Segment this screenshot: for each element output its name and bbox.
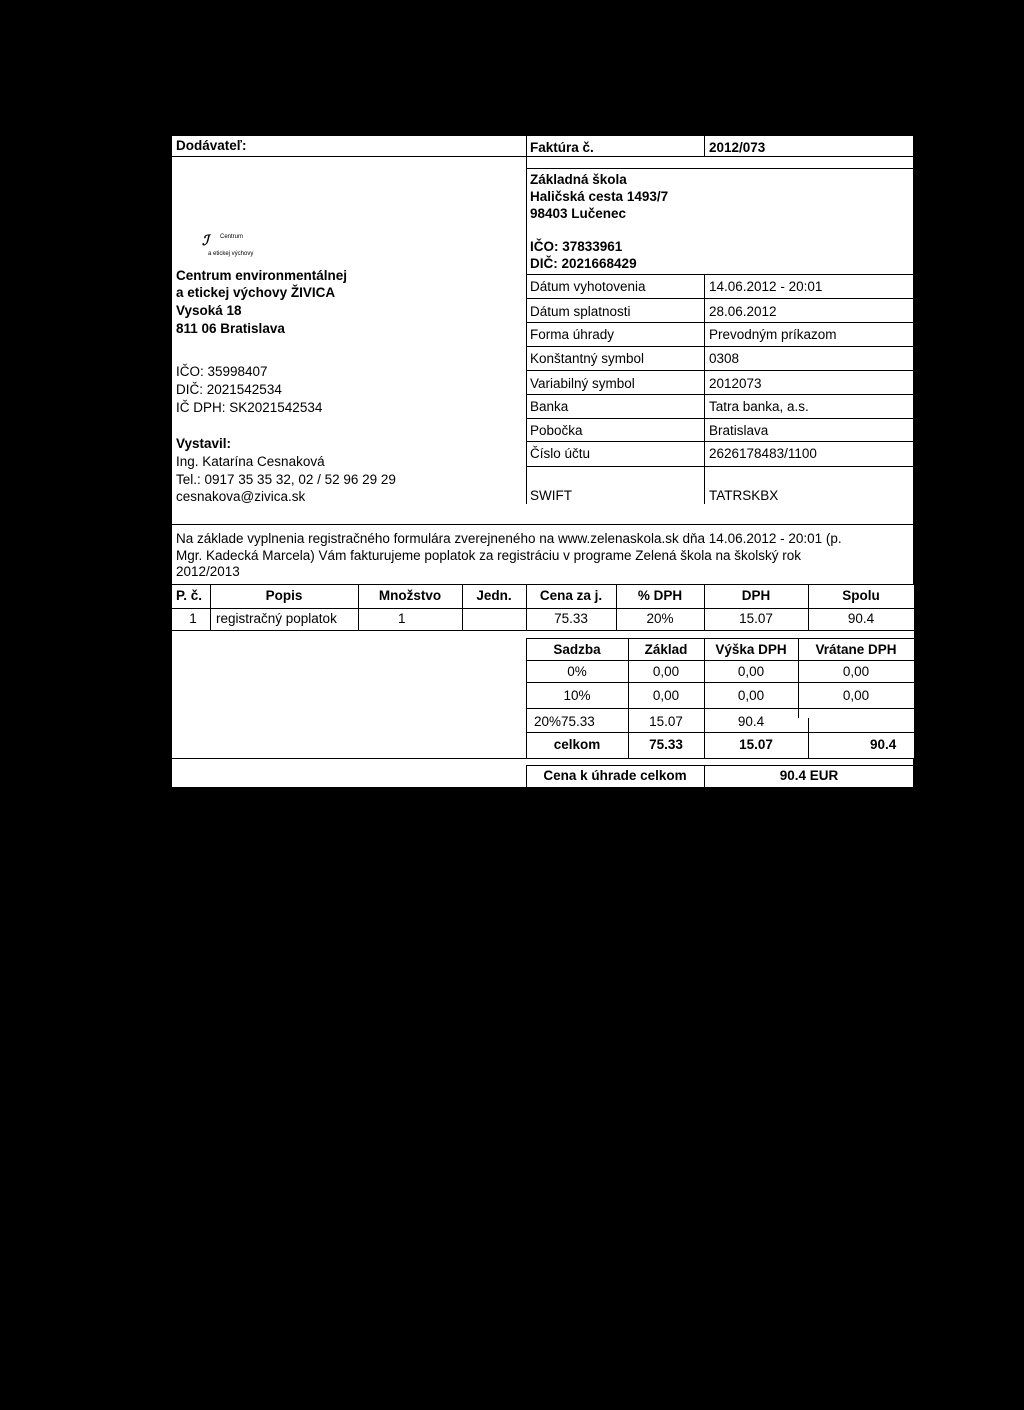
detail-value: TATRSKBX xyxy=(709,488,779,503)
invoice-number: 2012/073 xyxy=(709,140,766,155)
vat-cell: 0% xyxy=(567,664,587,679)
customer-ico: IČO: 37833961 xyxy=(530,239,623,254)
vat-cell: 0,00 xyxy=(842,688,870,703)
vat-header: Sadzba xyxy=(553,642,601,657)
customer-dic: DIČ: 2021668429 xyxy=(530,256,637,271)
note-line-1: Na základe vyplnenia registračného formulára zverejneného na www.zelenaskola.sk dňa 14.06.2012 - 20:01 (p. xyxy=(176,531,842,546)
supplier-heading: Dodávateľ: xyxy=(176,138,247,153)
detail-label: Pobočka xyxy=(530,423,583,438)
vat-cell: 0,00 xyxy=(737,688,765,703)
amount-due-label: Cena k úhrade celkom xyxy=(543,768,687,783)
items-header: Popis xyxy=(265,588,303,603)
row-line xyxy=(526,708,914,709)
row-line xyxy=(172,608,914,609)
vat-cell: 0,00 xyxy=(652,664,680,679)
row-line xyxy=(526,441,914,442)
supplier-dic: DIČ: 2021542534 xyxy=(176,382,282,397)
customer-name: Základná škola xyxy=(530,172,627,187)
row-line xyxy=(526,322,914,323)
supplier-street: Vysoká 18 xyxy=(176,303,242,318)
customer-street: Haličská cesta 1493/7 xyxy=(530,189,669,204)
amount-due-value: 90.4 EUR xyxy=(779,768,839,783)
vat-total-cell: celkom xyxy=(553,737,601,752)
item-cell: 1 xyxy=(189,611,197,626)
vat-header: Výška DPH xyxy=(715,642,787,657)
vat-cell: 0,00 xyxy=(737,664,765,679)
items-header: % DPH xyxy=(637,588,683,603)
row-line xyxy=(526,370,914,371)
vat-total-cell: 90.4 xyxy=(870,737,897,752)
row-line xyxy=(526,682,914,683)
detail-value: 2012073 xyxy=(709,376,762,391)
vat-cell: 90.4 xyxy=(737,714,765,729)
items-header: Cena za j. xyxy=(539,588,603,603)
row-line xyxy=(172,630,914,631)
detail-value: Bratislava xyxy=(709,423,769,438)
frame-line xyxy=(172,156,914,157)
supplier-ico: IČO: 35998407 xyxy=(176,364,268,379)
detail-label: Forma úhrady xyxy=(530,327,615,342)
vat-col-line xyxy=(808,718,809,758)
supplier-logo xyxy=(202,232,262,258)
issuer-phone: Tel.: 0917 35 35 32, 02 / 52 96 29 29 xyxy=(176,472,396,487)
detail-label: Číslo účtu xyxy=(530,446,591,461)
vat-header: Vrátane DPH xyxy=(815,642,897,657)
supplier-city: 811 06 Bratislava xyxy=(176,321,285,336)
due-top-line xyxy=(526,765,914,766)
detail-label: Variabilný symbol xyxy=(530,376,635,391)
detail-label: Dátum vyhotovenia xyxy=(530,279,646,294)
row-line xyxy=(526,346,914,347)
vat-header: Základ xyxy=(644,642,688,657)
vat-total-cell: 15.07 xyxy=(739,737,773,752)
issuer-name: Ing. Katarína Cesnaková xyxy=(176,454,325,469)
frame-line xyxy=(172,524,914,525)
frame-line xyxy=(913,136,914,584)
row-line xyxy=(526,394,914,395)
detail-value: 14.06.2012 - 20:01 xyxy=(709,279,823,294)
note-line-2: Mgr. Kadecká Marcela) Vám fakturujeme poplatok za registráciu v programe Zelená škola na školský rok xyxy=(176,548,802,563)
invoice-divider xyxy=(704,136,705,156)
items-header: DPH xyxy=(741,588,771,603)
detail-label: Banka xyxy=(530,399,569,414)
frame-line xyxy=(526,274,914,275)
items-header: Množstvo xyxy=(378,588,442,603)
items-header: Spolu xyxy=(842,588,880,603)
detail-label: SWIFT xyxy=(530,488,572,503)
details-divider xyxy=(704,274,705,504)
detail-value: 28.06.2012 xyxy=(709,304,777,319)
vat-cell: 15.07 xyxy=(649,714,683,729)
vat-total-cell: 75.33 xyxy=(649,737,683,752)
issuer-email: cesnakova@zivica.sk xyxy=(176,489,306,504)
vat-cell: 0,00 xyxy=(842,664,870,679)
detail-value: 0308 xyxy=(709,351,740,366)
detail-value: 2626178483/1100 xyxy=(709,446,817,461)
frame-line xyxy=(172,758,914,759)
row-line xyxy=(526,732,914,733)
note-line-3: 2012/2013 xyxy=(176,564,240,579)
item-cell: 90.4 xyxy=(847,611,875,626)
logo-text-2: a etickej výchovy xyxy=(208,251,254,257)
vat-cell: 0,00 xyxy=(652,688,680,703)
supplier-name-1: Centrum environmentálnej xyxy=(176,268,348,283)
detail-label: Dátum splatnosti xyxy=(530,304,631,319)
frame-line xyxy=(526,168,914,169)
customer-city: 98403 Lučenec xyxy=(530,206,627,221)
item-cell: 20% xyxy=(646,611,674,626)
supplier-name-2: a etickej výchovy ŽIVICA xyxy=(176,285,336,300)
row-line xyxy=(526,298,914,299)
vat-top-line xyxy=(526,638,914,639)
frame-line xyxy=(172,787,914,788)
row-line xyxy=(526,418,914,419)
detail-label: Konštantný symbol xyxy=(530,351,645,366)
item-cell: 75.33 xyxy=(554,611,588,626)
frame-line xyxy=(172,584,914,585)
detail-value: Tatra banka, a.s. xyxy=(709,399,809,414)
leaf-icon: ℐ xyxy=(202,232,209,248)
items-header: Jedn. xyxy=(476,588,512,603)
column-divider xyxy=(526,136,527,504)
item-cell: 15.07 xyxy=(739,611,773,626)
item-cell: 1 xyxy=(398,611,406,626)
vat-cell: 20%75.33 xyxy=(534,714,595,729)
invoice-sheet xyxy=(172,136,914,788)
item-cell: registračný poplatok xyxy=(216,611,337,626)
row-line xyxy=(526,660,914,661)
vat-cell: 10% xyxy=(563,688,591,703)
invoice-label: Faktúra č. xyxy=(530,140,594,155)
supplier-icdph: IČ DPH: SK2021542534 xyxy=(176,400,323,415)
detail-value: Prevodným príkazom xyxy=(709,327,837,342)
items-header: P. č. xyxy=(176,588,203,603)
row-line xyxy=(526,466,914,467)
issued-by-heading: Vystavil: xyxy=(176,436,232,451)
logo-text-1: Centrum xyxy=(220,234,244,240)
